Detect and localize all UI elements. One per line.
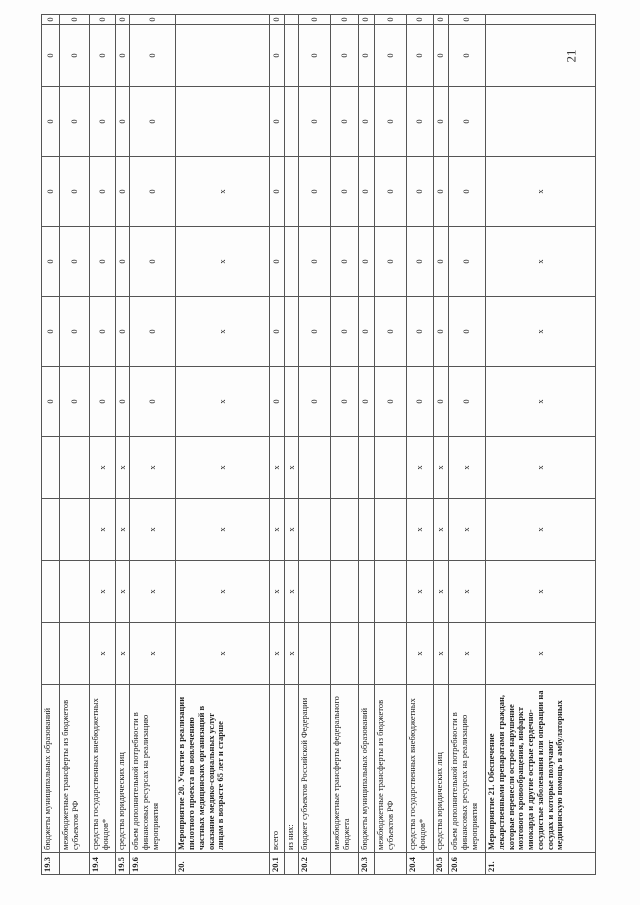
- table-cell: [358, 499, 374, 561]
- table-cell: 0: [406, 87, 433, 157]
- table-row: [449, 15, 486, 875]
- table-cell: 0: [270, 297, 285, 367]
- table-cell: 0: [130, 15, 176, 25]
- table-cell: 0: [331, 157, 358, 227]
- table-cell: [331, 623, 358, 685]
- table-cell: 0: [60, 25, 90, 87]
- table-cell: х: [485, 157, 595, 227]
- table-cell: [358, 437, 374, 499]
- row-number: 19.5: [115, 853, 130, 875]
- table-cell: х: [406, 499, 433, 561]
- table-cell: [358, 623, 374, 685]
- table-row: [434, 15, 449, 875]
- table-cell: 0: [60, 297, 90, 367]
- table-cell: 0: [130, 297, 176, 367]
- table-cell: х: [485, 367, 595, 437]
- table-cell: [358, 561, 374, 623]
- row-name: межбюджетные трансферты из бюджетов субъектов РФ: [374, 685, 406, 853]
- row-name: бюджеты муниципальных образований: [358, 685, 374, 853]
- rotated-table-container: [41, 15, 596, 875]
- table-cell: х: [434, 561, 449, 623]
- table-cell: [42, 437, 60, 499]
- table-cell: х: [90, 499, 116, 561]
- table-cell: х: [449, 499, 486, 561]
- table-row: [115, 15, 130, 875]
- row-number: 20.2: [299, 853, 331, 875]
- table-cell: [374, 561, 406, 623]
- table-cell: [60, 499, 90, 561]
- table-cell: 0: [299, 157, 331, 227]
- table-cell: х: [176, 623, 270, 685]
- table-row: [406, 15, 433, 875]
- row-number: [331, 853, 358, 875]
- table-cell: 0: [270, 157, 285, 227]
- table-cell: 0: [358, 297, 374, 367]
- table-cell: х: [115, 561, 130, 623]
- table-cell: х: [90, 437, 116, 499]
- table-cell: 0: [115, 367, 130, 437]
- table-cell: 0: [331, 25, 358, 87]
- table-cell: 0: [60, 157, 90, 227]
- table-cell: 0: [42, 25, 60, 87]
- table-cell: 0: [270, 15, 285, 25]
- table-row: [374, 15, 406, 875]
- table-cell: [284, 297, 299, 367]
- table-cell: 0: [449, 227, 486, 297]
- table-cell: х: [449, 437, 486, 499]
- row-number: 20.1: [270, 853, 285, 875]
- table-cell: х: [90, 623, 116, 685]
- table-cell: х: [485, 297, 595, 367]
- row-number: [60, 853, 90, 875]
- table-cell: 0: [406, 25, 433, 87]
- table-cell: 0: [299, 25, 331, 87]
- row-name: бюджеты муниципальных образований: [42, 685, 60, 853]
- table-cell: 0: [299, 87, 331, 157]
- table-cell: х: [270, 499, 285, 561]
- table-cell: х: [176, 157, 270, 227]
- table-cell: 0: [374, 157, 406, 227]
- table-cell: 0: [449, 25, 486, 87]
- table-cell: 0: [358, 25, 374, 87]
- table-cell: [374, 437, 406, 499]
- table-cell: 0: [406, 157, 433, 227]
- table-cell: 0: [130, 87, 176, 157]
- table-cell: 0: [115, 15, 130, 25]
- table-cell: 0: [115, 227, 130, 297]
- table-cell: [60, 437, 90, 499]
- table-cell: х: [434, 437, 449, 499]
- table-cell: 0: [299, 367, 331, 437]
- table-row: [299, 15, 331, 875]
- table-cell: [42, 623, 60, 685]
- table-cell: [299, 499, 331, 561]
- table-cell: 0: [42, 87, 60, 157]
- table-cell: 0: [449, 367, 486, 437]
- table-cell: х: [449, 623, 486, 685]
- table-cell: 0: [42, 297, 60, 367]
- table-cell: 0: [358, 15, 374, 25]
- table-cell: х: [406, 437, 433, 499]
- row-number: 20.5: [434, 853, 449, 875]
- table-cell: 0: [270, 25, 285, 87]
- table-cell: х: [434, 623, 449, 685]
- table-cell: х: [115, 623, 130, 685]
- table-cell: [299, 437, 331, 499]
- table-cell: 0: [299, 227, 331, 297]
- table-row: [270, 15, 285, 875]
- table-cell: [284, 87, 299, 157]
- row-name: средства государственных внебюджетных фондов*: [90, 685, 116, 853]
- row-number: 20.6: [449, 853, 486, 875]
- budget-table: [41, 15, 596, 876]
- table-cell: 0: [130, 157, 176, 227]
- row-number: 21.: [485, 853, 595, 875]
- table-row: [130, 15, 176, 875]
- table-row: [42, 15, 60, 875]
- table-cell: 0: [406, 15, 433, 25]
- table-cell: 0: [90, 157, 116, 227]
- table-cell: [176, 87, 270, 157]
- table-cell: 0: [115, 87, 130, 157]
- table-cell: [60, 623, 90, 685]
- table-cell: [284, 157, 299, 227]
- table-cell: 0: [374, 227, 406, 297]
- table-cell: 0: [434, 227, 449, 297]
- table-cell: х: [284, 623, 299, 685]
- table-cell: 0: [299, 297, 331, 367]
- row-name: средства государственных внебюджетных фондов*: [406, 685, 433, 853]
- table-cell: 0: [42, 15, 60, 25]
- table-cell: х: [130, 499, 176, 561]
- row-name: средства юридических лиц: [434, 685, 449, 853]
- table-cell: 0: [406, 227, 433, 297]
- table-cell: [176, 15, 270, 25]
- table-cell: 0: [358, 87, 374, 157]
- table-cell: х: [115, 437, 130, 499]
- table-cell: [331, 561, 358, 623]
- table-cell: 0: [42, 157, 60, 227]
- table-cell: 0: [358, 367, 374, 437]
- table-cell: 0: [374, 15, 406, 25]
- table-cell: 0: [60, 15, 90, 25]
- row-number: 19.3: [42, 853, 60, 875]
- table-cell: 0: [115, 25, 130, 87]
- table-cell: 0: [434, 87, 449, 157]
- table-cell: х: [485, 437, 595, 499]
- row-name: из них:: [284, 685, 299, 853]
- table-cell: 0: [90, 15, 116, 25]
- row-name: средства юридических лиц: [115, 685, 130, 853]
- table-cell: 0: [331, 297, 358, 367]
- table-cell: 0: [449, 297, 486, 367]
- table-cell: х: [176, 437, 270, 499]
- table-cell: [284, 25, 299, 87]
- table-cell: 0: [90, 25, 116, 87]
- table-cell: 0: [42, 227, 60, 297]
- table-cell: х: [115, 499, 130, 561]
- table-row: [60, 15, 90, 875]
- table-cell: 0: [270, 367, 285, 437]
- row-name: бюджет субъектов Российской Федерации: [299, 685, 331, 853]
- table-cell: [176, 25, 270, 87]
- table-cell: 0: [358, 227, 374, 297]
- table-cell: 0: [42, 367, 60, 437]
- table-cell: 0: [270, 87, 285, 157]
- table-cell: 0: [449, 15, 486, 25]
- row-number: 19.4: [90, 853, 116, 875]
- table-cell: 0: [115, 297, 130, 367]
- row-name: Мероприятие 20. Участие в реализации пилотного проекта по вовлечению частных медицинских организаций в оказание медико-социальных услуг лицам в возрасте 65 лет и старше: [176, 685, 270, 853]
- table-cell: х: [485, 227, 595, 297]
- table-cell: 0: [374, 297, 406, 367]
- table-cell: [284, 227, 299, 297]
- table-cell: 0: [434, 15, 449, 25]
- table-row: [358, 15, 374, 875]
- table-cell: [485, 87, 595, 157]
- table-row: [331, 15, 358, 875]
- table-cell: х: [284, 561, 299, 623]
- table-cell: 0: [449, 157, 486, 227]
- table-cell: х: [485, 561, 595, 623]
- page-number: 21: [563, 49, 579, 63]
- table-cell: [299, 623, 331, 685]
- table-cell: 0: [270, 227, 285, 297]
- table-cell: 0: [434, 297, 449, 367]
- row-name: Мероприятие 21. Обеспечение лекарственными препаратами граждан, которые перенесли острое нарушение мозгового кровообращения, инфаркт миокарда и другие острые сердечно-сосудистые заболевания или операции на сосудах и которые получают медицинскую помощь в амбулаторных: [485, 685, 595, 853]
- table-cell: [42, 561, 60, 623]
- table-cell: х: [130, 437, 176, 499]
- table-cell: х: [130, 561, 176, 623]
- table-cell: 0: [130, 227, 176, 297]
- table-cell: х: [130, 623, 176, 685]
- table-cell: 0: [434, 157, 449, 227]
- table-cell: [60, 561, 90, 623]
- table-row: [90, 15, 116, 875]
- table-cell: х: [270, 623, 285, 685]
- table-cell: [299, 561, 331, 623]
- table-cell: [374, 499, 406, 561]
- table-cell: 0: [331, 15, 358, 25]
- table-cell: 0: [60, 367, 90, 437]
- row-name: всего: [270, 685, 285, 853]
- table-cell: 0: [358, 157, 374, 227]
- table-cell: х: [406, 561, 433, 623]
- table-cell: 0: [406, 367, 433, 437]
- table-cell: 0: [130, 367, 176, 437]
- table-cell: х: [176, 227, 270, 297]
- row-number: [284, 853, 299, 875]
- table-cell: 0: [60, 87, 90, 157]
- table-cell: 0: [434, 25, 449, 87]
- table-cell: 0: [130, 25, 176, 87]
- table-cell: х: [284, 437, 299, 499]
- row-number: 19.6: [130, 853, 176, 875]
- table-cell: 0: [60, 227, 90, 297]
- row-name: межбюджетные трансферты федерального бюджета: [331, 685, 358, 853]
- table-cell: [374, 623, 406, 685]
- table-cell: х: [485, 499, 595, 561]
- table-cell: х: [90, 561, 116, 623]
- table-cell: х: [406, 623, 433, 685]
- table-cell: 0: [449, 87, 486, 157]
- row-name: межбюджетные трансферты из бюджетов субъектов РФ: [60, 685, 90, 853]
- table-cell: [284, 367, 299, 437]
- table-cell: х: [270, 437, 285, 499]
- table-cell: х: [270, 561, 285, 623]
- row-number: 20.: [176, 853, 270, 875]
- table-cell: 0: [299, 15, 331, 25]
- table-cell: 0: [374, 367, 406, 437]
- table-cell: 0: [90, 297, 116, 367]
- table-cell: х: [176, 367, 270, 437]
- table-cell: 0: [90, 367, 116, 437]
- table-cell: [331, 437, 358, 499]
- row-number: 20.3: [358, 853, 374, 875]
- row-number: 20.4: [406, 853, 433, 875]
- table-cell: х: [485, 623, 595, 685]
- table-cell: 0: [374, 87, 406, 157]
- table-cell: 0: [374, 25, 406, 87]
- table-cell: 0: [90, 227, 116, 297]
- table-cell: [42, 499, 60, 561]
- table-cell: [485, 15, 595, 25]
- table-row: [176, 15, 270, 875]
- table-row: [284, 15, 299, 875]
- table-cell: [331, 499, 358, 561]
- table-cell: х: [176, 561, 270, 623]
- row-name: объем дополнительной потребности в финансовых ресурсах на реализацию мероприятия: [449, 685, 486, 853]
- row-number: [374, 853, 406, 875]
- table-cell: 0: [331, 227, 358, 297]
- table-cell: 0: [90, 87, 116, 157]
- table-cell: х: [449, 561, 486, 623]
- table-cell: 0: [331, 367, 358, 437]
- table-cell: 0: [115, 157, 130, 227]
- table-cell: х: [176, 297, 270, 367]
- table-row: [485, 15, 595, 875]
- table-cell: х: [434, 499, 449, 561]
- table-cell: 0: [331, 87, 358, 157]
- table-cell: 0: [434, 367, 449, 437]
- table-cell: [284, 15, 299, 25]
- table-cell: х: [176, 499, 270, 561]
- table-cell: 0: [406, 297, 433, 367]
- row-name: объем дополнительной потребности в финансовых ресурсах на реализацию мероприятия: [130, 685, 176, 853]
- table-cell: х: [284, 499, 299, 561]
